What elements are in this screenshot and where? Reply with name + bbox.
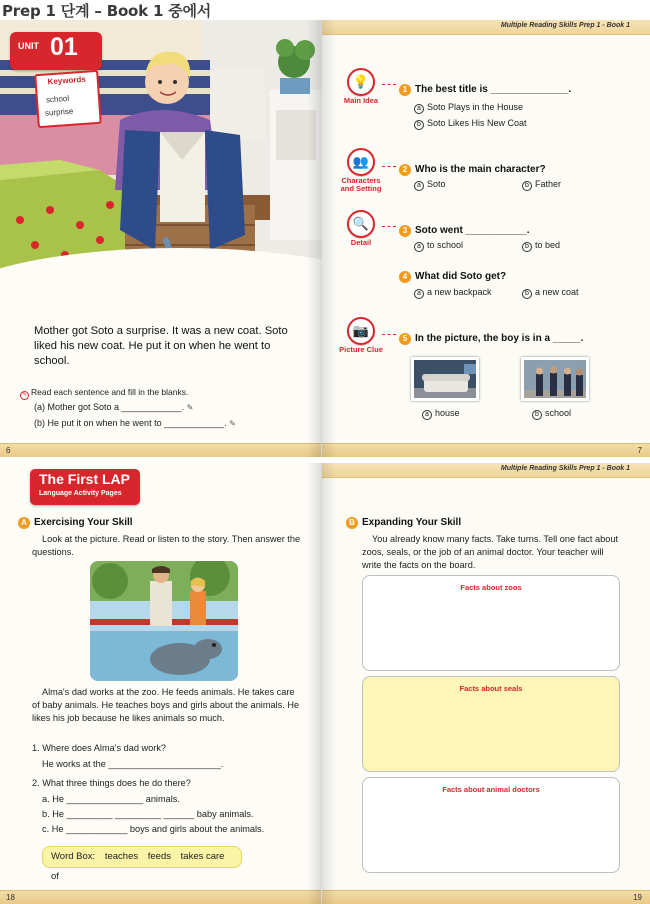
question-number: 2 — [399, 164, 411, 176]
story-text: Mother got Soto a surprise. It was a new coat. Soto liked his new coat. He put it on when he went to school. — [34, 325, 288, 367]
page-18 — [0, 463, 322, 904]
option-text: Soto Plays in the House — [427, 102, 524, 112]
fill-line-a — [34, 402, 193, 412]
page-number: 6 — [6, 446, 11, 455]
facts-box-label: Facts about animal doctors — [442, 785, 540, 794]
pencil-icon: ✎ — [21, 392, 28, 398]
facts-box-label: Facts about seals — [459, 684, 523, 693]
answer-line-2a: a. He _______________ animals. — [42, 794, 180, 804]
intro-text: Look at the picture. Read or listen to the story. Then answer the questions. — [32, 534, 301, 557]
word-box-word: takes care of — [51, 851, 225, 882]
zookeeper-illustration — [90, 561, 238, 681]
facts-seals-box[interactable] — [362, 676, 620, 772]
keyword-item: surprise — [44, 106, 74, 118]
page-6 — [0, 20, 322, 457]
camera-icon: 📷 — [347, 317, 375, 345]
lap-title-banner — [30, 469, 140, 505]
option-b[interactable] — [522, 287, 579, 299]
section-title: Exercising Your Skill — [34, 517, 133, 528]
question-text: Who is the main character? — [415, 164, 546, 175]
question-2: 2. What three things does he do there? — [32, 778, 191, 788]
unit-number: 01 — [50, 33, 78, 61]
footer-band — [0, 890, 321, 904]
option-text: Soto Likes His New Coat — [427, 118, 527, 128]
question-text: In the picture, the boy is in a _____. — [415, 333, 584, 344]
option-a[interactable] — [414, 287, 492, 299]
story-illustration — [0, 20, 322, 290]
question-number: 3 — [399, 225, 411, 237]
category-label: Main Idea — [343, 96, 379, 105]
answer-line-2b: b. He _________ _________ ______ baby animals. — [42, 809, 254, 819]
page-caption: Prep 1 단계 – Book 1 중에서 — [2, 2, 212, 20]
lightbulb-icon: 💡 — [347, 68, 375, 96]
option-text: Soto — [427, 179, 446, 189]
spread-first-lap — [0, 463, 650, 904]
magnifier-icon: 🔍 — [347, 210, 375, 238]
option-mark: a — [422, 410, 432, 420]
option-a[interactable] — [414, 179, 446, 191]
keywords-card — [34, 70, 102, 128]
option-text: school — [545, 408, 572, 418]
lap-subtitle: Language Activity Pages — [39, 490, 122, 497]
word-box — [42, 846, 242, 882]
page-7 — [322, 20, 650, 457]
category-main-idea — [336, 68, 386, 105]
category-detail — [336, 210, 386, 247]
fill-line-text: (b) He put it on when he went to ____________. — [34, 418, 227, 428]
facts-zoos-box[interactable] — [362, 575, 620, 671]
footer-band — [0, 443, 321, 457]
book-title: Multiple Reading Skills Prep 1 - Book 1 — [500, 465, 630, 472]
section-heading — [346, 517, 461, 529]
option-text: a new coat — [535, 287, 579, 297]
category-picture-clue — [336, 317, 386, 354]
word-box-word: feeds — [147, 851, 171, 862]
unit-badge — [10, 32, 102, 70]
question-number: 1 — [399, 84, 411, 96]
question-5 — [399, 333, 583, 345]
question-3 — [399, 225, 530, 237]
page-number: 19 — [633, 893, 642, 902]
option-mark: a — [414, 104, 424, 114]
question-text: The best title is ______________. — [415, 84, 572, 95]
keywords-title: Keywords — [47, 74, 87, 87]
people-icon: 👥 — [347, 148, 375, 176]
section-heading — [18, 517, 133, 529]
keyword-item: school — [45, 93, 70, 105]
fill-instruction — [20, 387, 188, 400]
unit-word: UNIT — [18, 41, 39, 51]
option-b[interactable] — [522, 179, 561, 191]
option-mark: a — [414, 181, 424, 191]
house-photo — [411, 357, 479, 401]
section-letter: B — [346, 517, 358, 529]
category-label: Detail — [350, 238, 372, 247]
pencil-icon: ✎ — [229, 419, 236, 428]
option-a[interactable] — [414, 102, 523, 114]
intro-text: You already know many facts. Take turns. Tell one fact about zoos, seals, or the job of an animal doctor. Your teacher will write the facts on the board. — [362, 534, 618, 570]
pencil-icon: ✎ — [186, 403, 194, 412]
option-b[interactable] — [522, 240, 560, 252]
question-1: 1. Where does Alma's dad work? — [32, 743, 167, 753]
spread-unit-01 — [0, 20, 650, 457]
option-mark: b — [522, 242, 532, 252]
footer-band — [322, 443, 650, 457]
question-text: What did Soto get? — [415, 271, 507, 282]
category-characters-setting — [336, 148, 386, 193]
option-a[interactable] — [422, 408, 460, 420]
option-text: Father — [535, 179, 562, 189]
facts-box-label: Facts about zoos — [460, 583, 522, 592]
page-number: 7 — [637, 446, 642, 455]
fill-line-b — [34, 418, 236, 428]
section-title: Expanding Your Skill — [362, 517, 462, 528]
question-number: 4 — [399, 271, 411, 283]
question-1 — [399, 84, 571, 96]
option-a[interactable] — [414, 240, 463, 252]
option-mark: b — [522, 181, 532, 191]
fill-line-text: (a) Mother got Soto a ____________. — [34, 402, 185, 412]
option-mark: a — [414, 289, 424, 299]
page-19 — [322, 463, 650, 904]
instruction-text: Read each sentence and fill in the blanks. — [31, 387, 189, 397]
page-number: 18 — [6, 893, 15, 902]
question-4 — [399, 271, 506, 283]
word-box-label: Word Box: — [51, 851, 96, 862]
option-mark: b — [522, 289, 532, 299]
lap-title: The First LAP — [39, 471, 131, 487]
category-label: Picture Clue — [339, 345, 383, 354]
option-mark: b — [414, 120, 424, 130]
question-2 — [399, 164, 546, 176]
book-title: Multiple Reading Skills Prep 1 - Book 1 — [500, 22, 630, 29]
story-text: Alma's dad works at the zoo. He feeds animals. He takes care of baby animals. He teaches boys and girls about the animals. He likes his job because he likes animals so much. — [32, 687, 300, 723]
question-number: 5 — [399, 333, 411, 345]
option-mark: a — [414, 242, 424, 252]
option-text: to school — [427, 240, 464, 250]
option-mark: b — [532, 410, 542, 420]
answer-line-2c: c. He ____________ boys and girls about the animals. — [42, 824, 265, 834]
section-letter: A — [18, 517, 30, 529]
word-box-word: teaches — [104, 851, 139, 862]
question-text: Soto went ___________. — [415, 225, 530, 236]
option-text: house — [435, 408, 460, 418]
option-text: a new backpack — [427, 287, 492, 297]
school-photo — [521, 357, 589, 401]
answer-line-1: He works at the ______________________. — [42, 759, 224, 769]
option-b[interactable] — [532, 408, 571, 420]
option-text: to bed — [535, 240, 561, 250]
option-b[interactable] — [414, 118, 527, 130]
category-label: Characters and Setting — [340, 176, 382, 193]
footer-band — [322, 890, 650, 904]
facts-animal-doctors-box[interactable] — [362, 777, 620, 873]
